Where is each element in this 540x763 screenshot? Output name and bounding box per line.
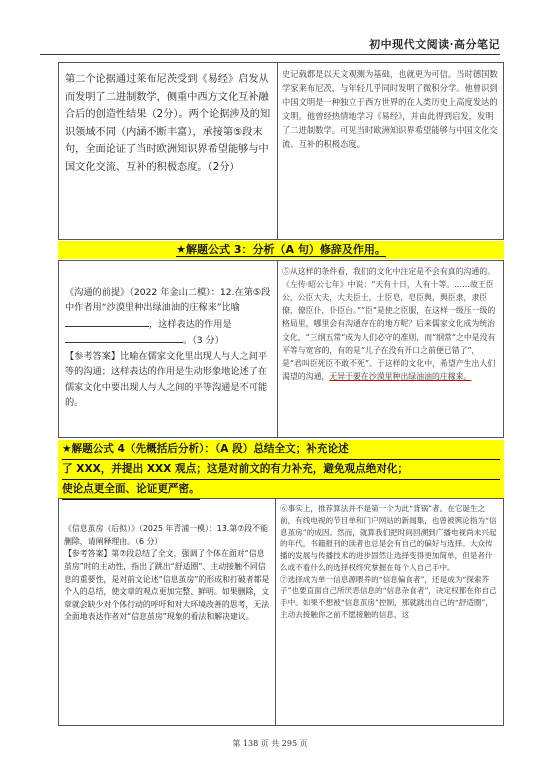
formula4-line3: 使论点更全面、论证更严密。: [62, 480, 200, 500]
answer-label: 【参考答案】: [64, 549, 112, 559]
answer-label: 【参考答案】: [65, 350, 121, 362]
passage-paragraph-6: ⑥事实上，推荐算法并不是第一个为此“背锅”者。在它诞生之前，有线电视的节目单和门户网站的新闻集，也曾被舆论指为“信息茧房”的成因。然而，就算我们把时间回溯到广播电视尚未兴起的年代，书籍报刊的读者也总是会有自己的偏好与选择。大众传播的发展与传播技术的进步固然让选择变得更加简单，但是者什么或不看什么的选择权终究掌握在每个人自己手中。: [280, 504, 497, 572]
question-text: 在第⑤段中作者用“沙漠里种出绿油油的庄稼来”比喻: [65, 287, 271, 314]
answer-text: 第⑦段总结了全文，强调了个体在面对“信息茧房”时的主动性，指出了跳出“舒适圈”、主动接触不同信息的重要性，是对前文论述“信息茧房”的形成和打破者都是个人的总结，使文章的观点更加完整、鲜明。如果删除，文章就会缺少对个体行动的呼吁和对大环境改善的思考，无法全面地表达作者对“信息茧房”现象的看法和解决建议。: [64, 549, 270, 622]
formula4-banner: [58, 440, 504, 498]
answer-text: 比喻在儒家文化里出现人与人之间平等的沟通；这样表达的作用是生动形象地论述了在儒家文化中要出现人与人之间的平等沟通是不可能的。: [65, 350, 268, 409]
section4-table: [58, 498, 504, 726]
formula3-text: ★解题公式 3：分析（A 句）修辞及作用。: [176, 243, 386, 256]
page-header: [40, 34, 500, 55]
formula4-line2: 了 XXX，并提出 XXX 观点；这是对前文的有力补充，避免观点绝对化；: [62, 460, 500, 480]
section1-right-passage: 史记载都是以天文观测为基础，也就更为可信。当时德国数学家莱布尼茨，与年轻几乎同时发明了微积分学。他曾识到中国文明是一种独立于西方世界的在人类历史上高度发达的文明。他曾经热情地学习《易经》，并由此得到启发，发明了二进制数学。可见当时欧洲知识界希望能够与中国文化交流、互补的积极态度。: [278, 63, 504, 240]
passage-paragraph-7: ⑦选择成为单一信息源喂养的“信息偏食者”，还是成为“探索芥子”也要直面自己所厌恶信息的“信息杂食者”，决定权都在你自己手中。如果不想被“信息茧房”控制，那就跳出自己的“舒适圈”，主动去接触你之前不愿接触的信息，这: [280, 574, 497, 619]
page-footer: 第 138 页 共 295 页: [232, 739, 308, 748]
section4-right-passage: [276, 499, 504, 726]
question-text: 第⑦段不能删除，请阐释理由。（6 分）: [64, 524, 268, 546]
section3-table: [58, 260, 504, 438]
passage-highlight: 无异于要在沙漠里种出绿油油的庄稼来。: [329, 371, 472, 381]
question-source: 《沟通的前提》（2022 年金山二模）：12.: [65, 287, 235, 298]
formula4-line1: ★解题公式 4（先概括后分析）：（A 段）总结全文；补充论述: [62, 440, 500, 460]
question-score: 。（3 分）: [183, 335, 224, 347]
header-title: 初中现代文阅读·高分笔记: [369, 38, 500, 51]
question-mid: ，这样表达的作用是: [149, 318, 232, 330]
section1-table: [58, 62, 504, 240]
section3-question: [59, 261, 278, 438]
section3-right-passage: [278, 261, 504, 438]
answer-blank-1: [65, 316, 149, 327]
section1-left-answer: 第二个论据通过莱布尼茨受到《易经》启发从而发明了二进制数学，侧重中西方文化互补融合后的创造性结果（2分）。两个论据涉及的知识领域不同（内涵不断丰富），承接第⑤段末句，全面论证了当时欧洲知识界希望能够与中国文化交流、互补的积极态度。（2分）: [59, 63, 278, 240]
section4-question: [59, 499, 276, 726]
passage-paragraph-5: ⑤从这样的条件看，我们的文化中注定是不会有真的沟通的。《左传·昭公七年》中说：“天有十日，人有十等。……故王臣公，公臣大夫，大夫臣士，士臣皂，皂臣舆，舆臣隶，隶臣僚，僚臣仆，仆臣台。”“臣”是使之臣服，在这样一级压一级的格局里，哪里会有沟通存在的地方呢？后来儒家文化成为统治文化，“三纲五常”成为人们必守的准则，而“纲常”之中是没有平等与宽容的，有的是“儿子在没有开口之前便已错了”，是“君叫臣死臣不敢不死”。于这样的文化中，希望产生出人们渴望的沟通，: [282, 267, 496, 381]
formula3-banner: [58, 241, 504, 259]
answer-blank-2: [65, 332, 183, 343]
question-source: 《信息茧房（后拟）》（2025 年青浦一模）：13.: [64, 524, 230, 533]
